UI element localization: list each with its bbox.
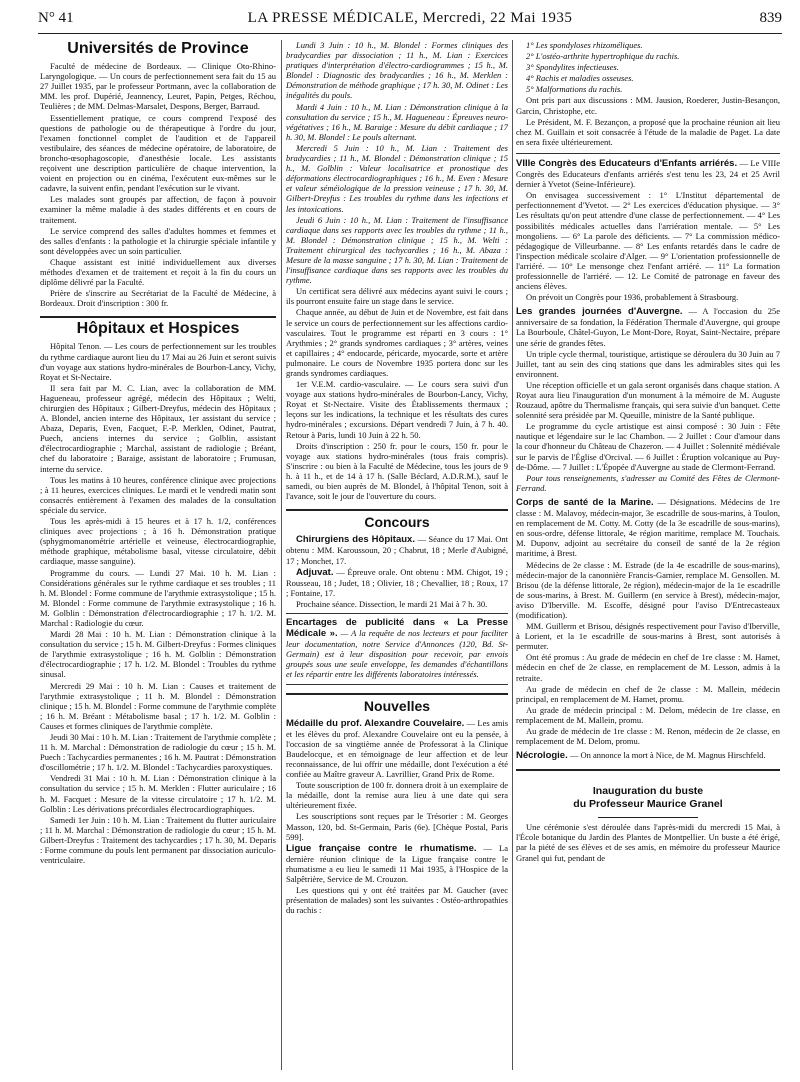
section-divider xyxy=(286,693,508,695)
paragraph: Faculté de médecine de Bordeaux. — Clinique Oto-Rhino-Laryngologique. — Un cours de perfectionnement sera fait du 15 au 27 Juillet 1935, par le professeur Portmann, avec la collaboration de MM. les prof. Dupérié, Jeannency, Leuret, Papin, Petges, Réchou, Teulières ; de MM. Delmas-Marsalet, Despons, Berger, Barraud. xyxy=(40,61,276,112)
paragraph: Toute souscription de 100 fr. donnera droit à un exemplaire de la médaille, dont la remise aura lieu à une date qui sera ultérieurement fixée. xyxy=(286,780,508,811)
section-divider xyxy=(516,769,780,771)
journal-title: LA PRESSE MÉDICALE, Mercredi, 22 Mai 1935 xyxy=(247,10,573,26)
header-rule xyxy=(38,33,782,34)
list-item: 5° Malformations du rachis. xyxy=(526,84,623,95)
subheading: Nécrologie. xyxy=(516,750,568,762)
paragraph: Ont été promus : Au grade de médecin en chef de 1re classe : M. Hamet, médecin en chef de 2e classe, en remplacement de M. Lesson, admis à la retraite. xyxy=(516,652,780,683)
paragraph: Le service comprend des salles d'adultes hommes et femmes et des salles d'enfants : la pathologie et la chirurgie spéciale infantile y sont développées avec un soin particulier. xyxy=(40,225,276,256)
column-2 xyxy=(286,40,508,1070)
paragraph: Ont pris part aux discussions : MM. Jausion, Roederer, Justin-Besançon, Garcin, Christophe, etc. xyxy=(516,95,780,116)
list-item: 3° Spondylites infectieuses. xyxy=(526,62,619,73)
section-title-universites: Universités de Province xyxy=(67,40,249,57)
issue-number: N° 41 xyxy=(38,10,74,26)
paragraph: Mardi 4 Juin : 10 h., M. Lian : Démonstration clinique à la consultation du service ; 15 h., M. Hagueneau : Épreuves neuro-végétatives ; 16 h., M. Baraige : Mesure du débit cardiaque ; 17 h. 30, M. Blondel : Le pouls alternant. xyxy=(286,101,508,142)
paragraph: Les souscriptions sont reçues par le Trésorier : M. Georges Masson, 120, bd. St-Germain, Paris (6e). [Chèque Postal, Paris 599]. xyxy=(286,811,508,842)
title-rule xyxy=(598,817,698,818)
text: — Désignations. Médecins de 1re classe : M. Malavoy, médecin-major, 3e escadrille de sous-marins, à Toulon, en remplacement de M. Cotty. M. Cotty (de la 3e escadrille de sous-marins), en sous-ordre, défense littorale, 4e région maritime, remplace M. Touchais. M. Duponv, adjoint au secrétaire du conseil de santé de la 2e région maritime, à Brest. xyxy=(516,496,780,559)
article-title-line: Inauguration du buste xyxy=(592,785,704,798)
list-item: 2° L'ostéo-arthrite hypertrophique du rachis. xyxy=(526,51,680,62)
paragraph: Chaque assistant est initié individuellement aux diverses méthodes d'examen et de traitement et reçoit à la fin du cours un diplôme délivré par la Faculté. xyxy=(40,256,276,288)
paragraph: Le programme du cycle artistique est ainsi composé : 30 Juin : Fête nautique et légendaire sur le lac Chambon. — 2 Juillet : Cour d'amour dans la cour d'honneur du Château de Chazeron. — 4 Juillet : Solennité médiévale sur le parvis de l'Église d'Orcival. — 6 Juillet : Éruption volcanique au Puy-de-Dôme. — 7 Juillet : L'Épopée d'Auvergne au stade de Clermont-Ferrand. xyxy=(516,421,780,472)
paragraph: Mardi 28 Mai : 10 h. M. Lian : Démonstration clinique à la consultation du service ; 15 h. M. Gilbert-Dreyfus : Formes cliniques de l'arythmie extrasystolique ; 16 h. M. Golblin : Démonstration d'électrocardiographie ; 17 h. 1/2. M. Blondel : Troubles du rythme sinusal. xyxy=(40,629,276,680)
section-title-hopitaux: Hôpitaux et Hospices xyxy=(76,320,240,338)
paragraph: Prière de s'inscrire au Secrétariat de la Faculté de Médecine, à Bordeaux. Droit d'inscription : 300 fr. xyxy=(40,288,276,309)
paragraph: Au grade de médecin principal : M. Delom, médecin de 1re classe, en remplacement de M. Mallein, promu. xyxy=(516,704,780,725)
paragraph: Au grade de médecin en chef de 2e classe : M. Mallein, médecin principal, en remplacement de M. Hamet, promu. xyxy=(516,683,780,704)
subheading: Encartages de publicité dans « La Presse Médicale ». xyxy=(286,616,508,640)
article-title xyxy=(516,785,780,811)
page-number: 839 xyxy=(759,10,782,26)
text: — Le VIIIe Congrès des Educateurs d'enfants arriérés s'est tenu les 23, 24 et 25 Avril dernier à Yvetot (Seine-Inférieure). xyxy=(516,157,780,190)
text: — A la requête de nos lecteurs et pour faciliter leur documentation, notre Service d'Annonces (120, Bd. St-Germain) est à leur disposition pour recevoir, par envois groupés sous une seule enveloppe, les demandes d'échantillons et les répartir entre les différents laboratoires intéressés. xyxy=(286,628,508,680)
subheading: Chirurgiens des Hôpitaux. xyxy=(296,534,415,546)
text: — A l'occasion du 25e anniversaire de sa fondation, la Fédération Thermale d'Auvergne, qui groupe La Bourboule, Châtel-Guyon, Le Mont-Dore, Royat, Saint-Nectaire, prépare une série de grandes fêtes. xyxy=(516,306,780,348)
paragraph: Les malades sont groupés par affection, de façon à pouvoir examiner la même maladie à des stades différents et en cours de traitement. xyxy=(40,194,276,225)
paragraph: Programme du cours. — Lundi 27 Mai. 10 h. M. Lian : Considérations générales sur le rythme cardiaque et ses troubles ; 11 h. M. Blondel : Forme commune de l'arythmie extrasystolique ; 15 h. M. Blondel : Forme commune de l'arythmie extrasystolique ; 16 h. M. Golblin : Démonstration d'électrocardiographie ; 17 h. 1/2. M. Marchal : Radiologie du cœur. xyxy=(40,567,276,628)
paragraph: Jeudi 30 Mai : 10 h. M. Lian : Traitement de l'arythmie complète ; 11 h. M. Marchal : Démonstration de radiologie du cœur ; 15 h. M. Puech : Tachycardies permanentes ; 16 h. M. Pautrat : Démonstration d'oscillométrie ; 17 h. 1/2. M. Blondel : Tachycardies paroxystiques. xyxy=(40,732,276,773)
column-rule xyxy=(512,40,513,1070)
subheading: Corps de santé de la Marine. xyxy=(516,496,654,508)
paragraph: MM. Guillerm et Brisou, désignés respectivement pour l'aviso d'Iberville, à Lorient, et la 1e escadrille de sous-marins à Brest, sont autorisés à permuter. xyxy=(516,621,780,652)
text: — Séance du 17 Mai. Ont obtenu : MM. Karoussoun, 20 ; Chabrut, 18 ; Merle d'Aubigné, 17 ; Monchet, 17. xyxy=(286,534,508,566)
paragraph: On envisagea successivement : 1° L'Institut départemental de perfectionnement d'Yvetot. — 2° Les exercices d'éducation physique. — 3° Les résultats qu'on peut attendre d'une classe de perfectionnement. — 4° Les possibilités médicales actuelles dans l'arriération mentale. — 5° Les mongoliens. — 6° La parole des déficients. — 7° La commission médico-pédagogique de Villeurbanne. — 8° Les enfants retardés dans le cadre de l'inspection médicale scolaire d'Alger. — 9° L'orientation professionnelle de l'arriéré. — 10° Le mensonge chez l'enfant arriéré. — 11° La formation professionnelle de l'arriéré. — 12. Le Comité de patronage en faveur des anciens élèves. xyxy=(516,190,780,292)
column-3 xyxy=(516,40,780,1070)
notice-box xyxy=(286,613,508,685)
paragraph: Lundi 3 Juin : 10 h., M. Blondel : Formes cliniques des bradycardies par dissociation ; 11 h., M. Lian : Exercices pratiques d'interprétation d'électro-cardiogrammes ; 15 h., M. Blondel : Diagnostic des bradycardies ; 16 h., M. Merklen : Démonstration de méthode graphique ; 17 h. 30, M. Odinet : Les inégalités du pouls. xyxy=(286,40,508,101)
paragraph: Samedi 1er Juin : 10 h. M. Lian : Traitement du flutter auriculaire ; 11 h. M. Marchal : Démonstration de radiologie du cœur ; 15 h. M. Gilbert-Dreyfus : Traitement des tachycardies ; 17 h. 30, M. Deparis : Forme commune du pouls lent permanent par dissociation auriculo-ventriculaire. xyxy=(40,814,276,866)
subheading: Ligue française contre le rhumatisme. xyxy=(286,842,477,854)
section-divider xyxy=(286,509,508,511)
paragraph: Prochaine séance. Dissection, le mardi 21 Mai à 7 h. 30. xyxy=(296,598,488,609)
paragraph: Hôpital Tenon. — Les cours de perfectionnement sur les troubles du rythme cardiaque auront lieu du 17 Mai au 26 Juin et seront suivis d'un voyage aux stations hydro-minérales de Bourbon-Lancy, Vichy, Royat et St-Nectaire. xyxy=(40,341,276,382)
paragraph: Un certificat sera délivré aux médecins ayant suivi le cours ; ils pourront ensuite faire un stage dans le service. xyxy=(286,286,508,307)
subheading: Adjuvat. xyxy=(296,566,334,578)
paragraph: Médecins de 2e classe : M. Estrade (de la 4e escadrille de sous-marins), médecin-major de la canonnière Francis-Garnier, remplace M. Gensollen. M. Brisou (de la défense littorale, 2e région), médecin-major de la 1e escadrille de sous-marins, à Brest. M. Guillerm (en service à Brest), médecin-major, aviso D'Iberville. M. Escoffe, désigné pour l'aviso D'Entrecasteaux (modification). xyxy=(516,559,780,620)
paragraph: Un triple cycle thermal, touristique, artistique se déroulera du 30 Juin au 7 Juillet, tant au sein des cinq stations que dans les admirables sites qui les environnent. xyxy=(516,348,780,379)
paragraph: Tous les matins à 10 heures, conférence clinique avec projections ; à 11 heures, exercices cliniques. Le mardi et le vendredi matin sont consacrés entièrement à l'examen des malades de la consultation spéciale du service. xyxy=(40,474,276,515)
paragraph: Essentiellement pratique, ce cours comprend l'exposé des questions de pathologie ou de thérapeutique à l'ordre du jour, l'examen fonctionnel complet de l'audition et de l'appareil vestibulaire, des séances de médecine opératoire, de laboratoire, de broncho-œsophagoscopie, d'anesthésie locale. Les assistants reçoivent une description particulière de chaque intervention, la voient en projection ou en cinéma, l'exécutent eux-mêmes sur le cadavre, la suivent enfin, pendant l'exécution sur le vivant. xyxy=(40,112,276,194)
subheading: VIIIe Congrès des Educateurs d'Enfants arriérés. xyxy=(516,157,738,169)
column-1 xyxy=(40,40,276,1070)
paragraph: Les questions qui y ont été traitées par M. Gaucher (avec présentation de malades) sont les suivantes : Ostéo-arthropathies du rachis : xyxy=(286,885,508,916)
paragraph: 1er V.E.M. cardio-vasculaire. — Le cours sera suivi d'un voyage aux stations hydro-minérales de Bourbon-Lancy, Vichy, Royat et St-Nectaire. Visite des Établissements thermaux ; leçons sur les indications, la technique et les résultats des cures hydro-minérales ; excursions. Départ vendredi 7 Juin, à 7 h. 40. Retour à Paris, lundi 10 Juin à 22 h. 50. xyxy=(286,379,508,440)
subheading: Médaille du prof. Alexandre Couvelaire. xyxy=(286,717,465,729)
section-divider xyxy=(516,153,780,154)
paragraph: Jeudi 6 Juin : 10 h., M. Lian : Traitement de l'insuffisance cardiaque dans ses rapports avec les troubles du rythme ; 11 h., M. Blondel : Démonstration clinique ; 15 h., M. Welti : Traitement chirurgical des tachycardies ; 16 h., M. Abaza : Mesure de la masse sanguine ; 17 h. 30, M. Lian : Traitement de l'insuffisance cardiaque dans ses rapports avec les troubles du rythme. xyxy=(286,214,508,286)
article-title-line: du Professeur Maurice Granel xyxy=(573,798,723,811)
text: — Les amis et les élèves du prof. Alexandre Couvelaire ont eu la pensée, à l'occasion de sa vingtième année de Professorat à la Clinique Baudelocque, et en témoignage de leur affection et de leur reconnaissance, de lui offrir une médaille, dont l'exécution a été confiée au Maître graveur A. Lavrillier, Grand Prix de Rome. xyxy=(286,717,508,780)
list-item: 4° Rachis et maladies osseuses. xyxy=(526,73,634,84)
paragraph: Droits d'inscription : 250 fr. pour le cours, 150 fr. pour le voyage aux stations hydro-minérales (tous frais compris). S'inscrire : ou bien à la Faculté de Médecine, tous les jours de 9 h. à 11 h., et de 14 à 17 h. (Salle Béclard, A.D.R.M.), sauf le samedi, ou bien auprès de M. Blondel, à l'hôpital Tenon, soit à l'avance, soit le jour de l'ouverture du cours. xyxy=(286,440,508,502)
section-title-concours: Concours xyxy=(364,514,430,531)
section-title-nouvelles: Nouvelles xyxy=(363,697,431,714)
list-item: 1° Les spondyloses rhizoméliques. xyxy=(526,40,643,50)
paragraph: Mercredi 5 Juin : 10 h., M. Lian : Traitement des bradycardies ; 11 h., M. Blondel : Démonstration clinique ; 15 h., M. Golblin : Valeur localisatrice et pronostique des déformations électrocardiographiques ; 16 h., M. Even : Mesure et valeur séméiologique de la pression veineuse ; 17 h. 30, M. Gilbert-Dreyfus : Les troubles du rythme dans les infections et les intoxications. xyxy=(286,142,508,214)
subheading: Les grandes journées d'Auvergne. xyxy=(516,306,683,318)
text: — La dernière réunion clinique de la Ligue française contre le rhumatisme a eu lieu le samedi 11 Mai 1935, à l'Hospice de la Salpêtrière, Service de M. Crouzon. xyxy=(286,842,508,885)
paragraph: Tous les après-midi à 15 heures et à 17 h. 1/2, conférences cliniques avec projections ; à 16 h. Démonstration pratique (sphygmomanométrie artérielle et veineuse, électrocardiographie, méthode graphique, métabolisme basal, vitesse circulatoire, débit cardiaque, masse sanguine). xyxy=(40,516,276,567)
paragraph: Une cérémonie s'est déroulée dans l'après-midi du mercredi 15 Mai, à l'École botanique du Jardin des Plantes de Montpellier. Un buste a été érigé, par la piété de ses élèves et de ses amis, en mémoire du professeur Maurice Granel qui fut, pendant de xyxy=(516,822,780,863)
column-rule xyxy=(281,40,282,1070)
paragraph: Il sera fait par M. C. Lian, avec la collaboration de MM. Hagueneau, professeur agrégé, médecin des Hôpitaux ; Welti, chirurgien des Hôpitaux ; Gilbert-Dreyfus, médecin des Hôpitaux ; A. Blondel, ancien interne des Hôpitaux, 1er assistant du service ; Abaza, Deparis, Even, Facquet, F.-P. Merklen, Odinet, Pautrat, Puech, anciens internes du service ; Golblin, assistant d'électrocardiographie ; Marchal, assistant de radiologie ; Bréant, chef du laboratoire ; Baraige, assistant de laboratoire ; Frumusan, interne du service. xyxy=(40,382,276,474)
section-divider xyxy=(40,316,276,318)
paragraph: Au grade de médecin de 1re classe : M. Renon, médecin de 2e classe, en remplacement de M. Delom, promu. xyxy=(516,726,780,747)
paragraph: Chaque année, au début de Juin et de Novembre, est fait dans le service un cours de perfectionnement sur les affections cardio-vasculaires. Tout le programme est réparti en 3 cours : 1° Arythmies ; 2° grands syndromes cardiaques ; 3° artères, veines et capillaires ; 4° endocarde, péricarde, myocarde, sorte et artère pulmonaire. Le cours de Novembre 1935 portera donc sur les grands syndromes cardiaques. xyxy=(286,307,508,378)
paragraph: On prévoit un Congrès pour 1936, probablement à Strasbourg. xyxy=(526,292,739,303)
paragraph: Le Président, M. F. Bezançon, a proposé que la prochaine réunion ait lieu chez M. Guillain et soit consacrée à l'étude de la maladie de Paget. La date en sera fixée ultérieurement. xyxy=(516,116,780,147)
text: — Épreuve orale. Ont obtenu : MM. Chigot, 19 ; Rousseau, 18 ; Judet, 18 ; Olivier, 18 ; Chevallier, 18 ; Roux, 17 ; Fontaine, 17. xyxy=(286,566,508,598)
text: — On annonce la mort à Nice, de M. Magnus Hirschfeld. xyxy=(569,750,766,761)
paragraph: Pour tous renseignements, s'adresser au Comité des Fêtes de Clermont-Ferrand. xyxy=(516,472,780,493)
page-header xyxy=(38,8,782,30)
paragraph: Vendredi 31 Mai : 10 h. M. Lian : Démonstration clinique à la consultation du service ; 15 h. M. Merklen : Flutter auriculaire ; 16 h. M. Facquet : Mesure de la vitesse circulatoire ; 17 h. 1/2. M. Golblin : Les dérivations précordiales électrocardiographiques. xyxy=(40,773,276,814)
paragraph: Mercredi 29 Mai : 10 h. M. Lian : Causes et traitement de l'arythmie extrasystolique ; 11 h. M. Blondel : Démonstration clinique ; 15 h. M. Blondel : Forme commune de l'arythmie complète ; 16 h. M. Bréant : Métabolisme basal ; 17 h. 1/2. M. Golblin : Causes et formes cliniques de l'arythmie complète. xyxy=(40,680,276,731)
paragraph: Une réception officielle et un gala seront organisés dans chaque station. A Royat aura lieu l'inauguration d'un monument à la mémoire de M. Auguste Rouzaud, apôtre du Thermalisme français, qui sera suivie d'un banquet. Cette solennité sera présidée par M. Queuille, ministre de la Santé publique. xyxy=(516,379,780,421)
